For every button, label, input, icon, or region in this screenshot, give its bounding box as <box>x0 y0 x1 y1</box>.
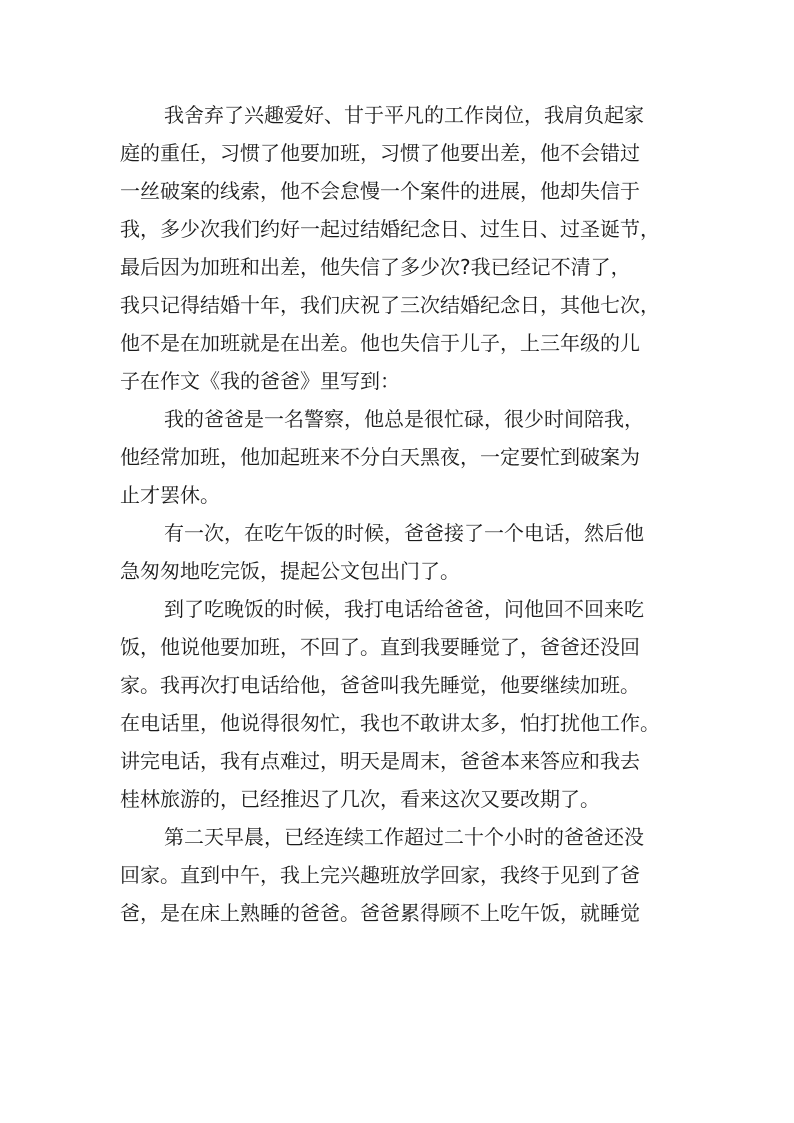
text-line: 急匆匆地吃完饭，提起公文包出门了。 <box>120 559 460 583</box>
text-line: 最后因为加班和出差，他失信了多少次?我已经记不清了， <box>120 255 631 279</box>
document-body <box>120 96 680 932</box>
text-line: 到了吃晚饭的时候，我打电话给爸爸，问他回不回来吃 <box>164 597 644 621</box>
text-line: 在电话里，他说得很匆忙，我也不敢讲太多，怕打扰他工作。 <box>120 711 660 735</box>
text-line: 有一次，在吃午饭的时候，爸爸接了一个电话，然后他 <box>164 521 644 545</box>
text-line: 讲完电话，我有点难过，明天是周末，爸爸本来答应和我去 <box>120 749 640 773</box>
text-line: 庭的重任，习惯了他要加班，习惯了他要出差，他不会错过 <box>120 141 640 165</box>
text-line: 我，多少次我们约好一起过结婚纪念日、过生日、过圣诞节， <box>120 217 660 241</box>
text-line: 子在作文《我的爸爸》里写到： <box>120 369 400 393</box>
text-line: 止才罢休。 <box>120 483 220 507</box>
text-line: 一丝破案的线索，他不会怠慢一个案件的进展，他却失信于 <box>120 179 640 203</box>
text-line: 他经常加班，他加起班来不分白天黑夜，一定要忙到破案为 <box>120 445 640 469</box>
text-line: 桂林旅游的，已经推迟了几次，看来这次又要改期了。 <box>120 787 600 811</box>
text-line: 我舍弃了兴趣爱好、甘于平凡的工作岗位，我肩负起家 <box>164 103 644 127</box>
text-line: 爸，是在床上熟睡的爸爸。爸爸累得顾不上吃午饭，就睡觉 <box>120 901 640 925</box>
text-line: 我只记得结婚十年，我们庆祝了三次结婚纪念日，其他七次， <box>120 293 660 317</box>
text-line: 家。我再次打电话给他，爸爸叫我先睡觉，他要继续加班。 <box>120 673 640 697</box>
text-line: 他不是在加班就是在出差。他也失信于儿子，上三年级的儿 <box>120 331 640 355</box>
text-line: 第二天早晨，已经连续工作超过二十个小时的爸爸还没 <box>164 825 644 849</box>
text-line: 饭，他说他要加班，不回了。直到我要睡觉了，爸爸还没回 <box>120 635 640 659</box>
text-line: 我的爸爸是一名警察，他总是很忙碌，很少时间陪我， <box>164 407 644 431</box>
text-line: 回家。直到中午，我上完兴趣班放学回家，我终于见到了爸 <box>120 863 640 887</box>
